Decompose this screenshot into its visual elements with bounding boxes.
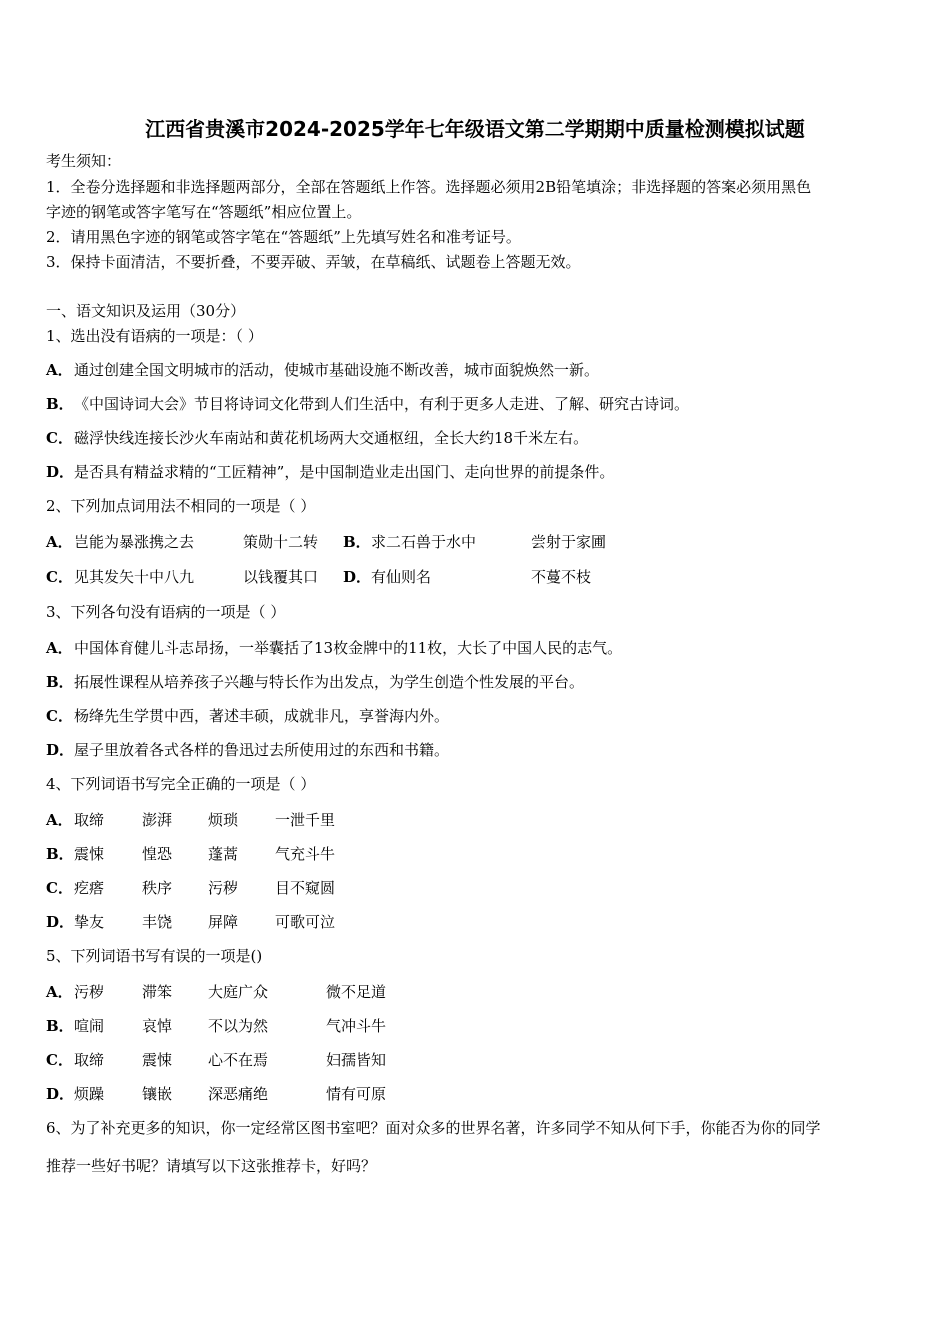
question-4-word: 蓬蒿: [208, 845, 239, 863]
question-3-option-c: [46, 706, 449, 726]
notice-item-2: 2．请用黑色字迹的钢笔或答字笔在“答题纸”上先填写姓名和准考证号。: [46, 228, 521, 246]
question-4-word: 一泄千里: [275, 811, 336, 829]
question-4-word: 取缔: [74, 811, 105, 829]
question-4-word: 震悚: [74, 845, 105, 863]
question-4-word: 屏障: [208, 913, 239, 931]
page-title: 江西省贵溪市2024-2025学年七年级语文第二学期期中质量检测模拟试题: [145, 117, 805, 141]
option-label: A．: [46, 361, 73, 379]
question-2-a-first: 岂能为暴涨携之去: [74, 533, 195, 551]
question-5-word: 震悚: [142, 1051, 173, 1069]
question-5-row-label: A．: [46, 983, 73, 1001]
question-5-word: 妇孺皆知: [326, 1051, 387, 1069]
question-5-word: 滞笨: [142, 983, 173, 1001]
question-2-label-c: C．: [46, 568, 73, 586]
question-5-word: 情有可原: [326, 1085, 387, 1103]
question-5-word: 气冲斗牛: [326, 1017, 387, 1035]
question-4-word: 气充斗牛: [275, 845, 336, 863]
question-2-label-d: D．: [343, 568, 372, 586]
question-5-word: 哀悼: [142, 1017, 173, 1035]
question-1-option-d: [46, 462, 614, 482]
question-1-option-a: [46, 360, 599, 380]
question-4-word: 可歌可泣: [275, 913, 336, 931]
question-4-word: 烦琐: [208, 811, 239, 829]
question-4-row-label: D．: [46, 913, 75, 931]
option-text: 磁浮快线连接长沙火车南站和黄花机场两大交通枢纽，全长大约18千米左右。: [74, 429, 589, 447]
question-5-row-label: B．: [46, 1017, 74, 1035]
question-5-word: 心不在焉: [208, 1051, 269, 1069]
option-label: A．: [46, 639, 73, 657]
option-label: B．: [46, 673, 74, 691]
question-4-word: 挚友: [74, 913, 105, 931]
question-1-stem: 1、选出没有语病的一项是：（ ）: [46, 327, 263, 345]
question-4-word: 污秽: [208, 879, 239, 897]
question-5-word: 取缔: [74, 1051, 105, 1069]
question-5-word: 污秽: [74, 983, 105, 1001]
option-text: 是否具有精益求精的“工匠精神”，是中国制造业走出国门、走向世界的前提条件。: [74, 463, 615, 481]
question-4-word: 疙瘩: [74, 879, 105, 897]
question-5-word: 微不足道: [326, 983, 387, 1001]
question-2-label-b: B．: [343, 533, 371, 551]
question-2-c-second: 以钱覆其口: [243, 568, 319, 586]
question-4-row-label: A．: [46, 811, 73, 829]
option-label: D．: [46, 463, 75, 481]
question-4-word: 秩序: [142, 879, 173, 897]
question-4-stem: 4、下列词语书写完全正确的一项是（ ）: [46, 775, 316, 793]
question-4-word: 澎湃: [142, 811, 173, 829]
question-5-word: 喧闹: [74, 1017, 105, 1035]
question-6-line-1: 6、为了补充更多的知识，你一定经常区图书室吧？面对众多的世界名著，许多同学不知从何下手，你能否为你的同学: [46, 1119, 821, 1137]
question-3-option-b: [46, 672, 584, 692]
question-5-word: 深恶痛绝: [208, 1085, 269, 1103]
question-5-word: 大庭广众: [208, 983, 269, 1001]
question-5-word: 不以为然: [208, 1017, 269, 1035]
question-4-row-label: C．: [46, 879, 73, 897]
question-3-option-d: [46, 740, 449, 760]
notice-item-1-line-2: 字迹的钢笔或答字笔写在“答题纸”相应位置上。: [46, 203, 362, 221]
option-label: B．: [46, 395, 74, 413]
question-5-word: 烦躁: [74, 1085, 105, 1103]
question-4-row-label: B．: [46, 845, 74, 863]
question-5-stem: 5、下列词语书写有误的一项是(): [46, 947, 263, 965]
question-5-row-label: D．: [46, 1085, 75, 1103]
option-label: D．: [46, 741, 75, 759]
notice-item-3: 3．保持卡面清洁，不要折叠，不要弄破、弄皱，在草稿纸、试题卷上答题无效。: [46, 253, 581, 271]
question-2-d-second: 不蔓不枝: [531, 568, 592, 586]
question-4-word: 惶恐: [142, 845, 173, 863]
option-text: 《中国诗词大会》节目将诗词文化带到人们生活中，有利于更多人走进、了解、研究古诗词。: [74, 395, 690, 413]
question-4-word: 目不窥圆: [275, 879, 336, 897]
option-text: 屋子里放着各式各样的鲁迅过去所使用过的东西和书籍。: [74, 741, 450, 759]
question-2-label-a: A．: [46, 533, 73, 551]
section-heading: 一、语文知识及运用（30分）: [46, 302, 246, 320]
question-5-word: 镶嵌: [142, 1085, 173, 1103]
question-4-word: 丰饶: [142, 913, 173, 931]
option-text: 拓展性课程从培养孩子兴趣与特长作为出发点，为学生创造个性发展的平台。: [74, 673, 585, 691]
question-1-option-c: [46, 428, 588, 448]
option-text: 通过创建全国文明城市的活动，使城市基础设施不断改善，城市面貌焕然一新。: [74, 361, 600, 379]
question-5-row-label: C．: [46, 1051, 73, 1069]
question-2-d-first: 有仙则名: [371, 568, 432, 586]
question-2-stem: 2、下列加点词用法不相同的一项是（ ）: [46, 497, 316, 515]
option-text: 杨绛先生学贯中西，著述丰硕，成就非凡，享誉海内外。: [74, 707, 450, 725]
option-text: 中国体育健儿斗志昂扬，一举囊括了13枚金牌中的11枚，大长了中国人民的志气。: [74, 639, 623, 657]
option-label: C．: [46, 707, 73, 725]
question-2-a-second: 策勋十二转: [243, 533, 319, 551]
question-2-b-second: 尝射于家圃: [531, 533, 607, 551]
notice-item-1-line-1: 1．全卷分选择题和非选择题两部分，全部在答题纸上作答。选择题必须用2B铅笔填涂；非选择题的答案必须用黑色: [46, 178, 812, 196]
question-1-option-b: [46, 394, 689, 414]
question-3-option-a: [46, 638, 622, 658]
question-6-line-2: 推荐一些好书呢？请填写以下这张推荐卡，好吗？: [46, 1157, 377, 1175]
option-label: C．: [46, 429, 73, 447]
notice-heading: 考生须知：: [46, 152, 122, 170]
question-2-c-first: 见其发矢十中八九: [74, 568, 195, 586]
question-3-stem: 3、下列各句没有语病的一项是（ ）: [46, 603, 286, 621]
question-2-b-first: 求二石兽于水中: [371, 533, 477, 551]
